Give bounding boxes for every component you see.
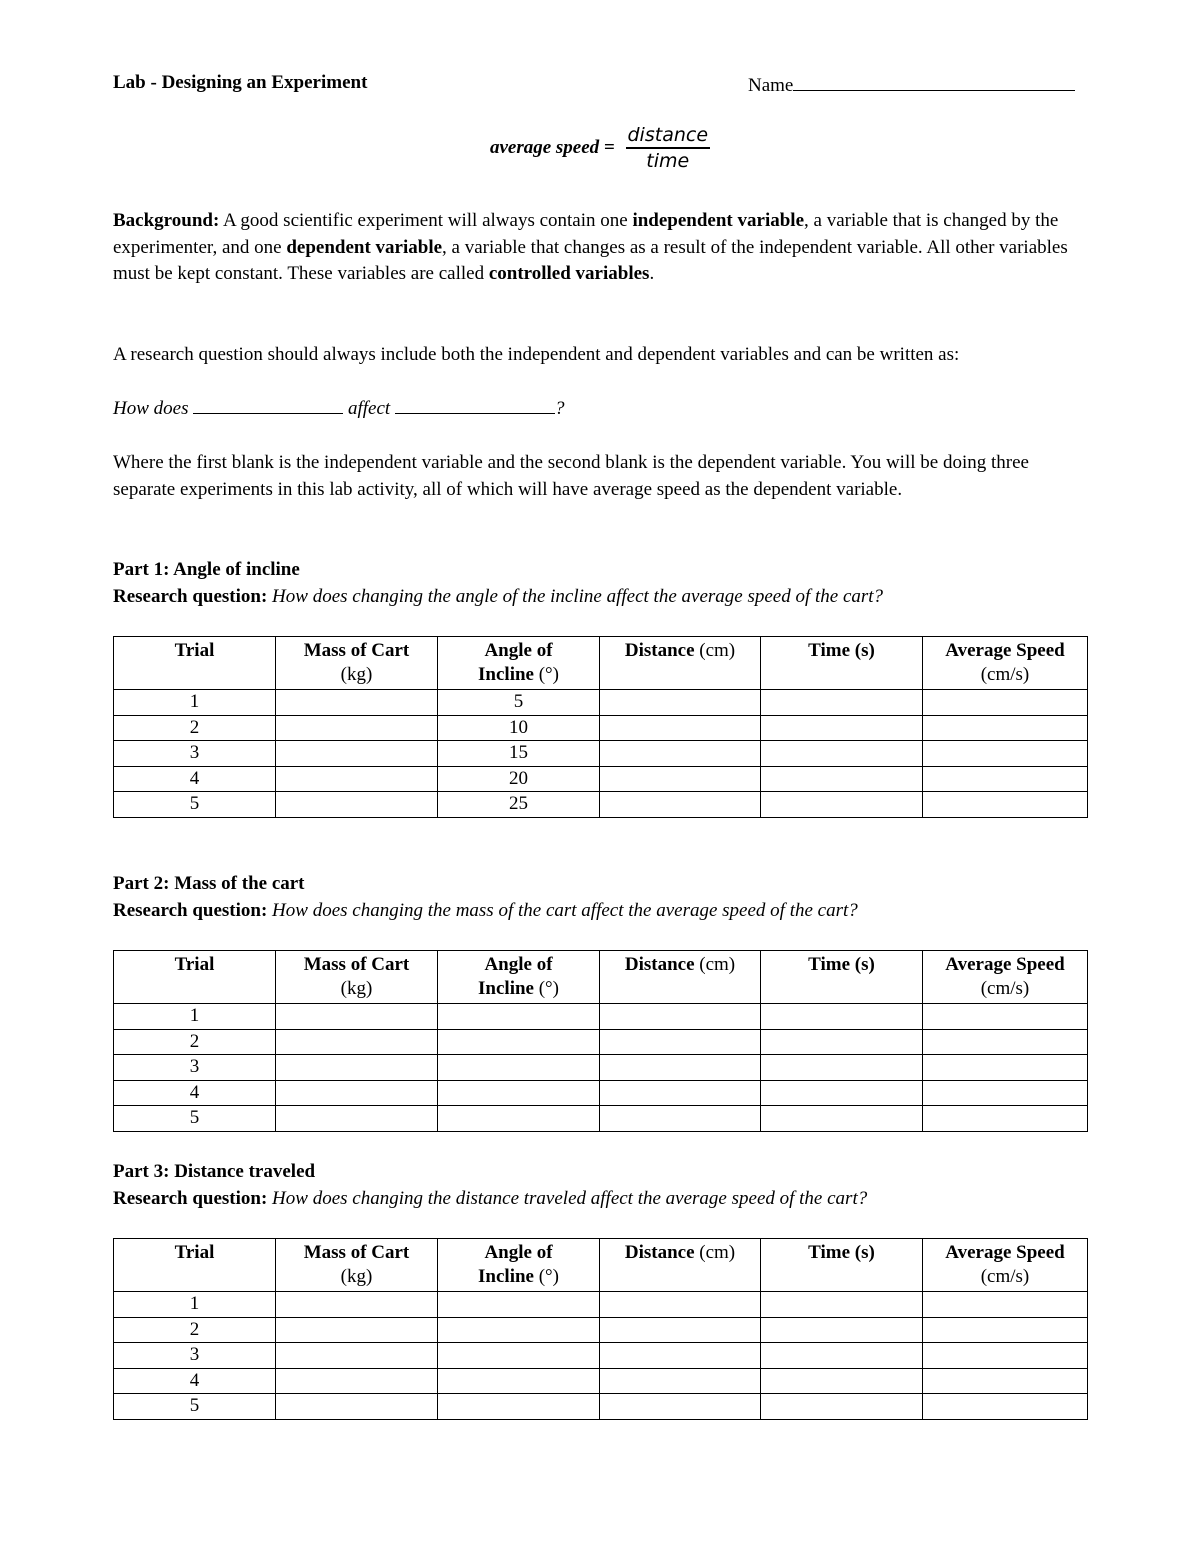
speed-cell[interactable] <box>923 792 1088 818</box>
dependent-blank[interactable] <box>395 397 555 414</box>
time-cell[interactable] <box>761 690 923 716</box>
table-row <box>114 792 1088 818</box>
part-2-heading <box>113 870 858 924</box>
angle-cell[interactable]: 10 <box>438 715 600 741</box>
time-cell[interactable] <box>761 1368 923 1394</box>
header-distance-unit: (cm) <box>699 640 736 661</box>
mass-cell[interactable] <box>276 792 438 818</box>
header-time-label: Time (s) <box>808 640 875 661</box>
trial-cell: 4 <box>114 1080 276 1106</box>
lab-title: Lab - Designing an Experiment <box>113 72 368 93</box>
table-row <box>114 690 1088 716</box>
angle-cell[interactable] <box>438 1368 600 1394</box>
table-row <box>114 1106 1088 1132</box>
time-cell[interactable] <box>761 741 923 767</box>
time-cell[interactable] <box>761 1029 923 1055</box>
research-label: Research question: <box>113 900 268 921</box>
time-cell[interactable] <box>761 1343 923 1369</box>
header-speed-label: Average Speed <box>945 640 1065 661</box>
background-text-1: A good scientific experiment will always contain one <box>219 210 633 231</box>
table-row <box>114 1292 1088 1318</box>
speed-cell[interactable] <box>923 1317 1088 1343</box>
independent-blank[interactable] <box>193 397 343 414</box>
trial-cell: 5 <box>114 792 276 818</box>
part-1-heading <box>113 556 883 610</box>
header-time-label: Time (s) <box>808 954 875 975</box>
header-mass-unit: (kg) <box>340 664 373 685</box>
angle-cell[interactable]: 20 <box>438 766 600 792</box>
header-distance-label: Distance <box>624 1242 695 1263</box>
mass-cell[interactable] <box>276 1317 438 1343</box>
header-distance <box>600 951 761 1004</box>
speed-cell[interactable] <box>923 1004 1088 1030</box>
formula-fraction <box>626 124 711 172</box>
mass-cell[interactable] <box>276 1004 438 1030</box>
research-label: Research question: <box>113 586 268 607</box>
header-mass <box>276 951 438 1004</box>
trial-cell: 1 <box>114 690 276 716</box>
header-speed-label: Average Speed <box>945 954 1065 975</box>
table-row <box>114 1343 1088 1369</box>
header-mass-unit: (kg) <box>340 1266 373 1287</box>
name-field[interactable] <box>748 72 1075 97</box>
trial-cell: 2 <box>114 1029 276 1055</box>
mass-cell[interactable] <box>276 715 438 741</box>
table-header-row <box>114 951 1088 1004</box>
angle-cell[interactable] <box>438 1004 600 1030</box>
time-cell[interactable] <box>761 1080 923 1106</box>
mass-cell[interactable] <box>276 1055 438 1081</box>
distance-cell[interactable] <box>600 1029 761 1055</box>
header-distance-label: Distance <box>624 640 695 661</box>
background-text-4: . <box>649 263 655 285</box>
time-cell[interactable] <box>761 1317 923 1343</box>
time-cell[interactable] <box>761 766 923 792</box>
background-label: Background: <box>113 210 220 231</box>
distance-cell[interactable] <box>600 1004 761 1030</box>
background-paragraph <box>113 208 1093 288</box>
table-row <box>114 1055 1088 1081</box>
header-trial <box>114 951 276 1004</box>
header-trial-label: Trial <box>174 954 215 975</box>
angle-cell[interactable] <box>438 1080 600 1106</box>
table-row <box>114 1004 1088 1030</box>
speed-cell[interactable] <box>923 1394 1088 1420</box>
speed-cell[interactable] <box>923 715 1088 741</box>
distance-cell[interactable] <box>600 741 761 767</box>
template-part-2: affect <box>343 398 395 419</box>
header-speed <box>923 951 1088 1004</box>
header-angle-label-2: Incline <box>478 1266 534 1287</box>
header-angle-label: Angle of <box>484 954 553 975</box>
header-trial-label: Trial <box>174 1242 215 1263</box>
table-header-row <box>114 637 1088 690</box>
header-speed <box>923 1239 1088 1292</box>
background-text-3: , a variable that changes as a result of the independent variable. All other variables must be kept constant. These variables are called <box>113 236 1068 285</box>
angle-cell[interactable]: 25 <box>438 792 600 818</box>
part-2-title: Part 2: Mass of the cart <box>113 873 305 894</box>
mass-cell[interactable] <box>276 690 438 716</box>
header-angle-label: Angle of <box>484 640 553 661</box>
angle-cell[interactable] <box>438 1343 600 1369</box>
mass-cell[interactable] <box>276 1394 438 1420</box>
trial-cell: 1 <box>114 1004 276 1030</box>
formula-lhs: average speed = <box>489 137 615 158</box>
header-time <box>761 951 923 1004</box>
speed-cell[interactable] <box>923 1106 1088 1132</box>
trial-cell: 1 <box>114 1292 276 1318</box>
formula-denominator: time <box>646 150 690 172</box>
trial-cell: 2 <box>114 1317 276 1343</box>
header-angle <box>438 1239 600 1292</box>
angle-cell[interactable] <box>438 1029 600 1055</box>
speed-formula <box>0 124 1200 172</box>
speed-cell[interactable] <box>923 1343 1088 1369</box>
research-intro: A research question should always include both the independent and dependent variables and can be written as: <box>113 344 960 365</box>
speed-cell[interactable] <box>923 1292 1088 1318</box>
template-part-3: ? <box>554 398 565 419</box>
mass-cell[interactable] <box>276 766 438 792</box>
part-1-title: Part 1: Angle of incline <box>113 559 300 580</box>
header-mass-unit: (kg) <box>340 978 373 999</box>
header-speed <box>923 637 1088 690</box>
table-row <box>114 766 1088 792</box>
header-distance-unit: (cm) <box>699 1242 736 1263</box>
speed-cell[interactable] <box>923 741 1088 767</box>
header-speed-unit: (cm/s) <box>980 1266 1030 1287</box>
distance-cell[interactable] <box>600 1343 761 1369</box>
angle-cell[interactable] <box>438 1106 600 1132</box>
header-angle-unit: (°) <box>538 1266 559 1287</box>
header-time <box>761 1239 923 1292</box>
mass-cell[interactable] <box>276 1029 438 1055</box>
name-label: Name <box>748 75 794 96</box>
header-speed-label: Average Speed <box>945 1242 1065 1263</box>
time-cell[interactable] <box>761 1055 923 1081</box>
mass-cell[interactable] <box>276 1080 438 1106</box>
distance-cell[interactable] <box>600 1292 761 1318</box>
header-angle <box>438 951 600 1004</box>
header-distance-label: Distance <box>624 954 695 975</box>
header-angle-label: Angle of <box>484 1242 553 1263</box>
header-mass <box>276 637 438 690</box>
header-distance-unit: (cm) <box>699 954 736 975</box>
distance-cell[interactable] <box>600 792 761 818</box>
part-1-question: How does changing the angle of the incline affect the average speed of the cart? <box>272 586 884 607</box>
trial-cell: 4 <box>114 766 276 792</box>
table-header-row <box>114 1239 1088 1292</box>
trial-cell: 3 <box>114 1055 276 1081</box>
header-angle-label-2: Incline <box>478 978 534 999</box>
speed-cell[interactable] <box>923 1029 1088 1055</box>
speed-cell[interactable] <box>923 766 1088 792</box>
trial-cell: 5 <box>114 1106 276 1132</box>
speed-cell[interactable] <box>923 1055 1088 1081</box>
time-cell[interactable] <box>761 715 923 741</box>
header-mass <box>276 1239 438 1292</box>
independent-variable-term: independent variable <box>632 210 805 231</box>
time-cell[interactable] <box>761 792 923 818</box>
formula-numerator: distance <box>626 124 711 149</box>
distance-cell[interactable] <box>600 1317 761 1343</box>
table-row <box>114 1368 1088 1394</box>
mass-cell[interactable] <box>276 1292 438 1318</box>
header-distance <box>600 637 761 690</box>
distance-cell[interactable] <box>600 1106 761 1132</box>
trial-cell: 5 <box>114 1394 276 1420</box>
mass-cell[interactable] <box>276 1106 438 1132</box>
template-part-1: How does <box>113 398 194 419</box>
angle-cell[interactable] <box>438 1055 600 1081</box>
header-speed-unit: (cm/s) <box>980 978 1030 999</box>
research-label: Research question: <box>113 1188 268 1209</box>
header-time <box>761 637 923 690</box>
distance-cell[interactable] <box>600 715 761 741</box>
time-cell[interactable] <box>761 1394 923 1420</box>
mass-cell[interactable] <box>276 1368 438 1394</box>
part-3-title: Part 3: Distance traveled <box>113 1161 316 1182</box>
header-distance <box>600 1239 761 1292</box>
mass-cell[interactable] <box>276 741 438 767</box>
part-2-table <box>113 950 1088 1132</box>
header-mass-label: Mass of Cart <box>303 954 410 975</box>
table-row <box>114 741 1088 767</box>
part-3-table <box>113 1238 1088 1420</box>
background-text-2: , a variable that is changed by the experimenter, and one <box>113 210 1059 258</box>
header-speed-unit: (cm/s) <box>980 664 1030 685</box>
header-angle-unit: (°) <box>538 664 559 685</box>
header-trial-label: Trial <box>174 640 215 661</box>
part-3-question: How does changing the distance traveled affect the average speed of the cart? <box>272 1188 868 1209</box>
angle-cell[interactable] <box>438 1317 600 1343</box>
dependent-variable-term: dependent variable <box>286 236 443 258</box>
where-paragraph: Where the first blank is the independent variable and the second blank is the dependent variable. You will be doing three separate experiments in this lab activity, all of which will have average speed as the dependent variable. <box>113 452 1029 500</box>
distance-cell[interactable] <box>600 690 761 716</box>
header-time-label: Time (s) <box>808 1242 875 1263</box>
angle-cell[interactable]: 5 <box>438 690 600 716</box>
angle-cell[interactable] <box>438 1394 600 1420</box>
angle-cell[interactable] <box>438 1292 600 1318</box>
controlled-variables-term: controlled variables <box>488 263 650 285</box>
time-cell[interactable] <box>761 1004 923 1030</box>
part-2-question: How does changing the mass of the cart affect the average speed of the cart? <box>272 900 858 921</box>
part-3-heading <box>113 1158 867 1212</box>
distance-cell[interactable] <box>600 1055 761 1081</box>
distance-cell[interactable] <box>600 1368 761 1394</box>
template-question <box>113 396 1093 423</box>
time-cell[interactable] <box>761 1292 923 1318</box>
trial-cell: 4 <box>114 1368 276 1394</box>
table-row <box>114 1317 1088 1343</box>
table-row <box>114 715 1088 741</box>
part-1-table <box>113 636 1088 818</box>
distance-cell[interactable] <box>600 766 761 792</box>
header-angle-label-2: Incline <box>478 664 534 685</box>
table-row <box>114 1394 1088 1420</box>
header-angle-unit: (°) <box>538 978 559 999</box>
speed-cell[interactable] <box>923 690 1088 716</box>
distance-cell[interactable] <box>600 1080 761 1106</box>
header-angle <box>438 637 600 690</box>
trial-cell: 2 <box>114 715 276 741</box>
header-trial <box>114 1239 276 1292</box>
header-trial <box>114 637 276 690</box>
name-blank-line[interactable] <box>793 72 1075 91</box>
distance-cell[interactable] <box>600 1394 761 1420</box>
trial-cell: 3 <box>114 741 276 767</box>
speed-cell[interactable] <box>923 1080 1088 1106</box>
mass-cell[interactable] <box>276 1343 438 1369</box>
time-cell[interactable] <box>761 1106 923 1132</box>
trial-cell: 3 <box>114 1343 276 1369</box>
speed-cell[interactable] <box>923 1368 1088 1394</box>
table-row <box>114 1080 1088 1106</box>
header-mass-label: Mass of Cart <box>303 640 410 661</box>
table-row <box>114 1029 1088 1055</box>
header-mass-label: Mass of Cart <box>303 1242 410 1263</box>
angle-cell[interactable]: 15 <box>438 741 600 767</box>
